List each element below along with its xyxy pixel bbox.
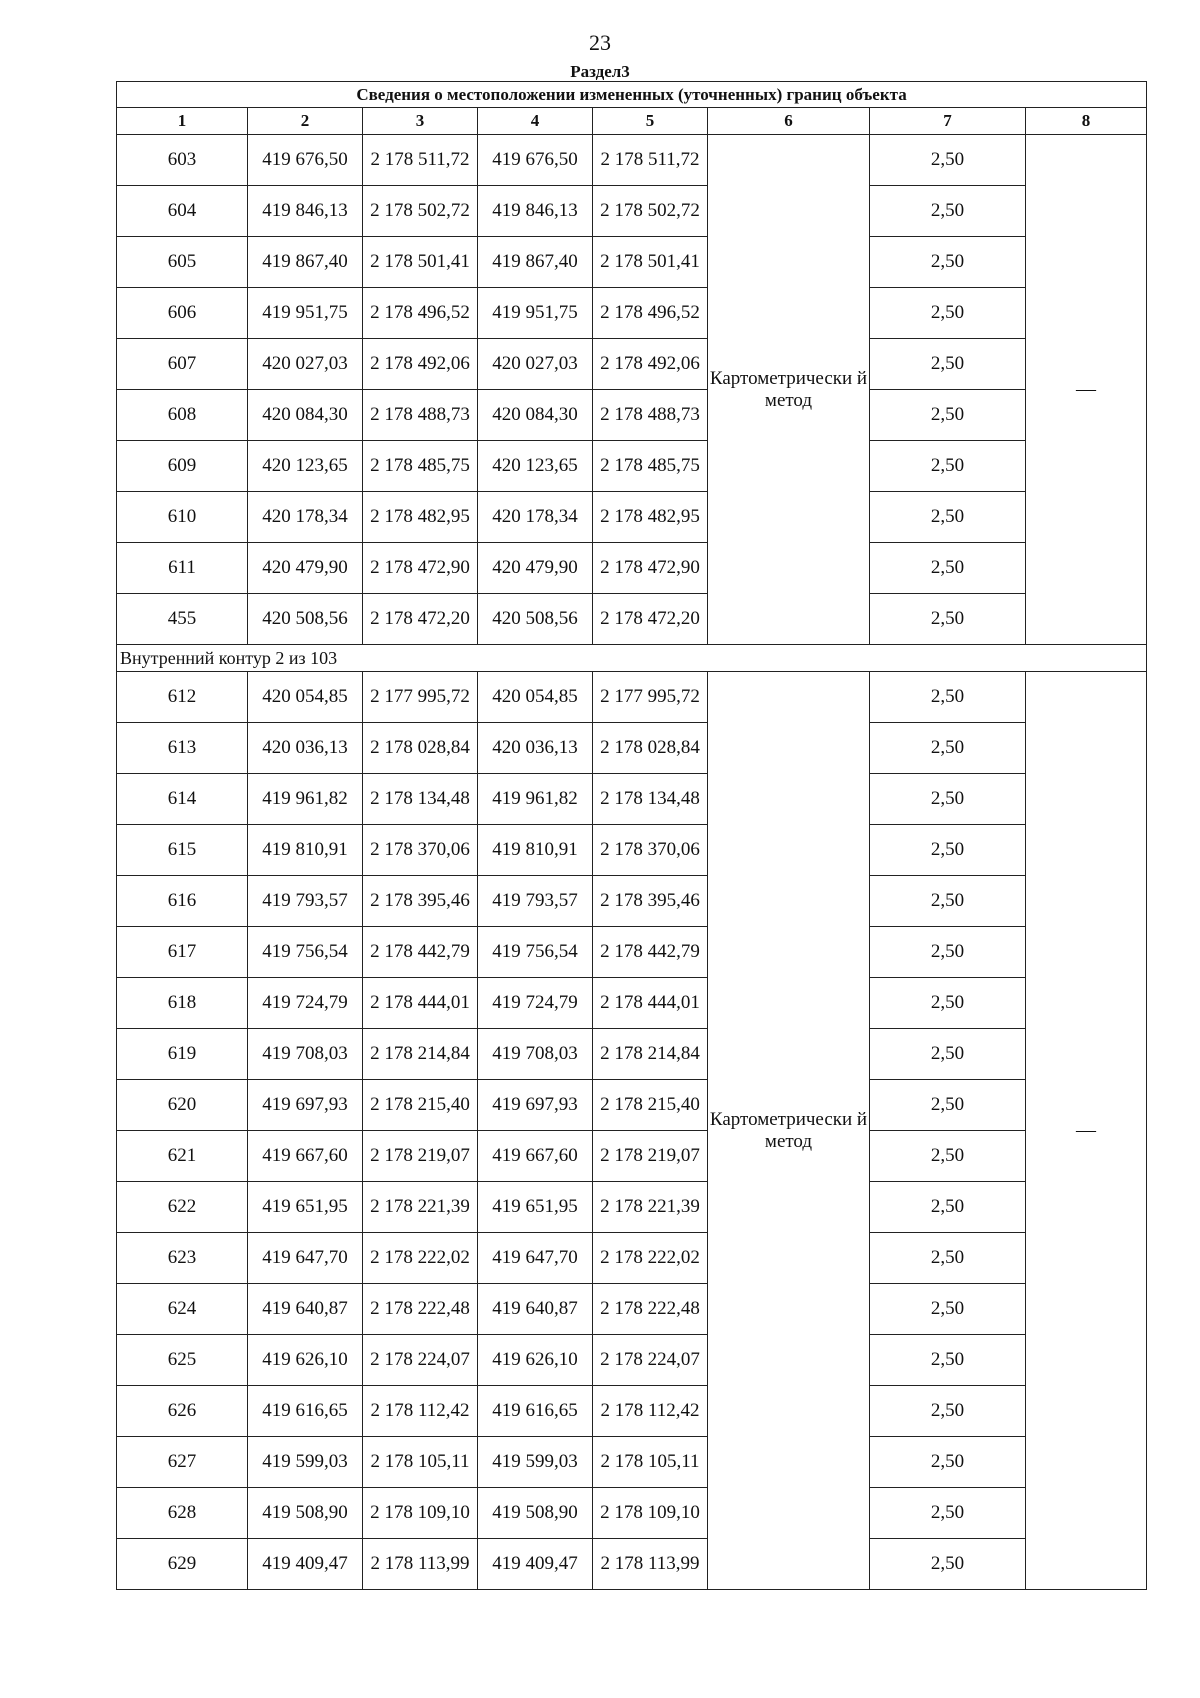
y-old-cell: 2 178 105,11 (363, 1437, 478, 1488)
x-old-cell: 419 667,60 (248, 1131, 363, 1182)
y-new-cell: 2 177 995,72 (593, 672, 708, 723)
table-row (117, 1488, 1147, 1539)
table-row (117, 1386, 1147, 1437)
x-new-cell: 420 479,90 (478, 543, 593, 594)
x-old-cell: 419 647,70 (248, 1233, 363, 1284)
y-new-cell: 2 178 472,90 (593, 543, 708, 594)
point-number-cell: 629 (117, 1539, 248, 1590)
table-row (117, 927, 1147, 978)
x-new-cell: 419 846,13 (478, 186, 593, 237)
y-old-cell: 2 178 134,48 (363, 774, 478, 825)
y-new-cell: 2 178 501,41 (593, 237, 708, 288)
x-old-cell: 420 479,90 (248, 543, 363, 594)
point-number-cell: 603 (117, 135, 248, 186)
y-old-cell: 2 178 442,79 (363, 927, 478, 978)
table-row (117, 1029, 1147, 1080)
table-row (117, 339, 1147, 390)
x-new-cell: 420 123,65 (478, 441, 593, 492)
y-old-cell: 2 178 222,02 (363, 1233, 478, 1284)
method-cell: Картометрически й метод (708, 672, 870, 1590)
table-row (117, 492, 1147, 543)
x-old-cell: 420 123,65 (248, 441, 363, 492)
y-old-cell: 2 178 028,84 (363, 723, 478, 774)
y-old-cell: 2 178 395,46 (363, 876, 478, 927)
x-old-cell: 419 724,79 (248, 978, 363, 1029)
y-new-cell: 2 178 113,99 (593, 1539, 708, 1590)
x-old-cell: 419 599,03 (248, 1437, 363, 1488)
x-new-cell: 420 084,30 (478, 390, 593, 441)
y-old-cell: 2 178 221,39 (363, 1182, 478, 1233)
point-number-cell: 605 (117, 237, 248, 288)
x-new-cell: 419 640,87 (478, 1284, 593, 1335)
boundary-table (116, 81, 1147, 1590)
point-number-cell: 614 (117, 774, 248, 825)
x-new-cell: 420 178,34 (478, 492, 593, 543)
x-old-cell: 420 054,85 (248, 672, 363, 723)
y-new-cell: 2 178 028,84 (593, 723, 708, 774)
table-row (117, 978, 1147, 1029)
y-old-cell: 2 178 472,20 (363, 594, 478, 645)
table-row (117, 1182, 1147, 1233)
accuracy-cell: 2,50 (870, 672, 1026, 723)
y-old-cell: 2 178 501,41 (363, 237, 478, 288)
x-old-cell: 420 508,56 (248, 594, 363, 645)
table-row (117, 135, 1147, 186)
x-new-cell: 419 756,54 (478, 927, 593, 978)
table-row (117, 594, 1147, 645)
accuracy-cell: 2,50 (870, 825, 1026, 876)
y-new-cell: 2 178 222,02 (593, 1233, 708, 1284)
accuracy-cell: 2,50 (870, 390, 1026, 441)
table-caption: Сведения о местоположении измененных (уточненных) границ объекта (117, 82, 1147, 108)
x-old-cell: 419 867,40 (248, 237, 363, 288)
x-old-cell: 419 640,87 (248, 1284, 363, 1335)
accuracy-cell: 2,50 (870, 1386, 1026, 1437)
y-new-cell: 2 178 219,07 (593, 1131, 708, 1182)
y-old-cell: 2 178 482,95 (363, 492, 478, 543)
section-title: Раздел3 (570, 62, 630, 81)
x-new-cell: 419 961,82 (478, 774, 593, 825)
point-number-cell: 623 (117, 1233, 248, 1284)
x-new-cell: 419 651,95 (478, 1182, 593, 1233)
column-header: 5 (593, 108, 708, 135)
accuracy-cell: 2,50 (870, 1182, 1026, 1233)
y-old-cell: 2 178 488,73 (363, 390, 478, 441)
column-header: 3 (363, 108, 478, 135)
x-old-cell: 419 409,47 (248, 1539, 363, 1590)
y-old-cell: 2 178 511,72 (363, 135, 478, 186)
x-new-cell: 419 616,65 (478, 1386, 593, 1437)
table-row (117, 723, 1147, 774)
y-new-cell: 2 178 472,20 (593, 594, 708, 645)
accuracy-cell: 2,50 (870, 492, 1026, 543)
y-new-cell: 2 178 502,72 (593, 186, 708, 237)
y-new-cell: 2 178 105,11 (593, 1437, 708, 1488)
x-new-cell: 420 027,03 (478, 339, 593, 390)
x-new-cell: 419 697,93 (478, 1080, 593, 1131)
y-new-cell: 2 178 221,39 (593, 1182, 708, 1233)
point-number-cell: 609 (117, 441, 248, 492)
x-new-cell: 419 676,50 (478, 135, 593, 186)
point-number-cell: 626 (117, 1386, 248, 1437)
accuracy-cell: 2,50 (870, 186, 1026, 237)
table-row (117, 237, 1147, 288)
x-old-cell: 419 697,93 (248, 1080, 363, 1131)
y-new-cell: 2 178 134,48 (593, 774, 708, 825)
y-old-cell: 2 178 215,40 (363, 1080, 478, 1131)
y-old-cell: 2 178 502,72 (363, 186, 478, 237)
x-old-cell: 420 027,03 (248, 339, 363, 390)
page-number: 23 (589, 30, 611, 55)
accuracy-cell: 2,50 (870, 978, 1026, 1029)
point-number-cell: 620 (117, 1080, 248, 1131)
point-number-cell: 455 (117, 594, 248, 645)
accuracy-cell: 2,50 (870, 1488, 1026, 1539)
x-new-cell: 419 599,03 (478, 1437, 593, 1488)
x-new-cell: 420 036,13 (478, 723, 593, 774)
y-new-cell: 2 178 112,42 (593, 1386, 708, 1437)
accuracy-cell: 2,50 (870, 135, 1026, 186)
y-old-cell: 2 178 222,48 (363, 1284, 478, 1335)
x-old-cell: 419 793,57 (248, 876, 363, 927)
x-old-cell: 419 616,65 (248, 1386, 363, 1437)
x-new-cell: 419 647,70 (478, 1233, 593, 1284)
x-new-cell: 419 724,79 (478, 978, 593, 1029)
x-new-cell: 419 626,10 (478, 1335, 593, 1386)
point-number-cell: 621 (117, 1131, 248, 1182)
y-old-cell: 2 178 496,52 (363, 288, 478, 339)
dash-cell: — (1026, 135, 1147, 645)
y-new-cell: 2 178 214,84 (593, 1029, 708, 1080)
x-old-cell: 419 676,50 (248, 135, 363, 186)
y-old-cell: 2 178 472,90 (363, 543, 478, 594)
header-row (117, 108, 1147, 135)
y-new-cell: 2 178 224,07 (593, 1335, 708, 1386)
x-new-cell: 420 054,85 (478, 672, 593, 723)
point-number-cell: 625 (117, 1335, 248, 1386)
y-old-cell: 2 178 444,01 (363, 978, 478, 1029)
y-old-cell: 2 177 995,72 (363, 672, 478, 723)
point-number-cell: 613 (117, 723, 248, 774)
x-old-cell: 419 961,82 (248, 774, 363, 825)
table-row (117, 876, 1147, 927)
y-new-cell: 2 178 492,06 (593, 339, 708, 390)
x-old-cell: 419 846,13 (248, 186, 363, 237)
accuracy-cell: 2,50 (870, 1080, 1026, 1131)
y-new-cell: 2 178 496,52 (593, 288, 708, 339)
table-row (117, 543, 1147, 594)
table-row (117, 1080, 1147, 1131)
y-new-cell: 2 178 482,95 (593, 492, 708, 543)
y-new-cell: 2 178 442,79 (593, 927, 708, 978)
y-new-cell: 2 178 370,06 (593, 825, 708, 876)
point-number-cell: 617 (117, 927, 248, 978)
x-old-cell: 419 626,10 (248, 1335, 363, 1386)
point-number-cell: 604 (117, 186, 248, 237)
y-new-cell: 2 178 485,75 (593, 441, 708, 492)
accuracy-cell: 2,50 (870, 774, 1026, 825)
accuracy-cell: 2,50 (870, 594, 1026, 645)
accuracy-cell: 2,50 (870, 1029, 1026, 1080)
x-new-cell: 420 508,56 (478, 594, 593, 645)
point-number-cell: 606 (117, 288, 248, 339)
y-new-cell: 2 178 109,10 (593, 1488, 708, 1539)
y-new-cell: 2 178 215,40 (593, 1080, 708, 1131)
y-new-cell: 2 178 488,73 (593, 390, 708, 441)
dash-cell: — (1026, 672, 1147, 1590)
x-new-cell: 419 810,91 (478, 825, 593, 876)
accuracy-cell: 2,50 (870, 927, 1026, 978)
column-header: 7 (870, 108, 1026, 135)
x-old-cell: 419 810,91 (248, 825, 363, 876)
column-header: 8 (1026, 108, 1147, 135)
table-row (117, 1335, 1147, 1386)
table-row (117, 390, 1147, 441)
contour-label-row (117, 645, 1147, 672)
y-old-cell: 2 178 112,42 (363, 1386, 478, 1437)
accuracy-cell: 2,50 (870, 339, 1026, 390)
table-row (117, 1437, 1147, 1488)
y-new-cell: 2 178 511,72 (593, 135, 708, 186)
accuracy-cell: 2,50 (870, 1233, 1026, 1284)
x-old-cell: 419 951,75 (248, 288, 363, 339)
column-header: 2 (248, 108, 363, 135)
table-row (117, 825, 1147, 876)
x-old-cell: 420 178,34 (248, 492, 363, 543)
point-number-cell: 610 (117, 492, 248, 543)
table-row (117, 1539, 1147, 1590)
table-row (117, 186, 1147, 237)
x-old-cell: 419 708,03 (248, 1029, 363, 1080)
column-header: 4 (478, 108, 593, 135)
x-new-cell: 419 667,60 (478, 1131, 593, 1182)
point-number-cell: 619 (117, 1029, 248, 1080)
y-new-cell: 2 178 395,46 (593, 876, 708, 927)
y-old-cell: 2 178 214,84 (363, 1029, 478, 1080)
x-old-cell: 420 084,30 (248, 390, 363, 441)
accuracy-cell: 2,50 (870, 1539, 1026, 1590)
point-number-cell: 618 (117, 978, 248, 1029)
point-number-cell: 622 (117, 1182, 248, 1233)
point-number-cell: 608 (117, 390, 248, 441)
accuracy-cell: 2,50 (870, 1131, 1026, 1182)
y-old-cell: 2 178 109,10 (363, 1488, 478, 1539)
table-row (117, 288, 1147, 339)
point-number-cell: 612 (117, 672, 248, 723)
y-old-cell: 2 178 113,99 (363, 1539, 478, 1590)
table-row (117, 1284, 1147, 1335)
table-row (117, 774, 1147, 825)
point-number-cell: 628 (117, 1488, 248, 1539)
accuracy-cell: 2,50 (870, 1437, 1026, 1488)
table-row (117, 672, 1147, 723)
y-new-cell: 2 178 222,48 (593, 1284, 708, 1335)
column-header: 1 (117, 108, 248, 135)
y-old-cell: 2 178 370,06 (363, 825, 478, 876)
x-new-cell: 419 409,47 (478, 1539, 593, 1590)
accuracy-cell: 2,50 (870, 441, 1026, 492)
y-new-cell: 2 178 444,01 (593, 978, 708, 1029)
x-old-cell: 419 651,95 (248, 1182, 363, 1233)
table-row (117, 441, 1147, 492)
x-new-cell: 419 708,03 (478, 1029, 593, 1080)
y-old-cell: 2 178 219,07 (363, 1131, 478, 1182)
x-new-cell: 419 867,40 (478, 237, 593, 288)
point-number-cell: 611 (117, 543, 248, 594)
point-number-cell: 627 (117, 1437, 248, 1488)
y-old-cell: 2 178 492,06 (363, 339, 478, 390)
x-old-cell: 419 756,54 (248, 927, 363, 978)
accuracy-cell: 2,50 (870, 237, 1026, 288)
accuracy-cell: 2,50 (870, 543, 1026, 594)
accuracy-cell: 2,50 (870, 1284, 1026, 1335)
method-cell: Картометрически й метод (708, 135, 870, 645)
point-number-cell: 624 (117, 1284, 248, 1335)
x-old-cell: 419 508,90 (248, 1488, 363, 1539)
y-old-cell: 2 178 485,75 (363, 441, 478, 492)
accuracy-cell: 2,50 (870, 723, 1026, 774)
table-row (117, 1131, 1147, 1182)
x-new-cell: 419 793,57 (478, 876, 593, 927)
table-row (117, 1233, 1147, 1284)
x-old-cell: 420 036,13 (248, 723, 363, 774)
point-number-cell: 615 (117, 825, 248, 876)
point-number-cell: 607 (117, 339, 248, 390)
accuracy-cell: 2,50 (870, 288, 1026, 339)
x-new-cell: 419 951,75 (478, 288, 593, 339)
x-new-cell: 419 508,90 (478, 1488, 593, 1539)
column-header: 6 (708, 108, 870, 135)
accuracy-cell: 2,50 (870, 876, 1026, 927)
point-number-cell: 616 (117, 876, 248, 927)
y-old-cell: 2 178 224,07 (363, 1335, 478, 1386)
contour-label: Внутренний контур 2 из 103 (117, 645, 1147, 672)
accuracy-cell: 2,50 (870, 1335, 1026, 1386)
